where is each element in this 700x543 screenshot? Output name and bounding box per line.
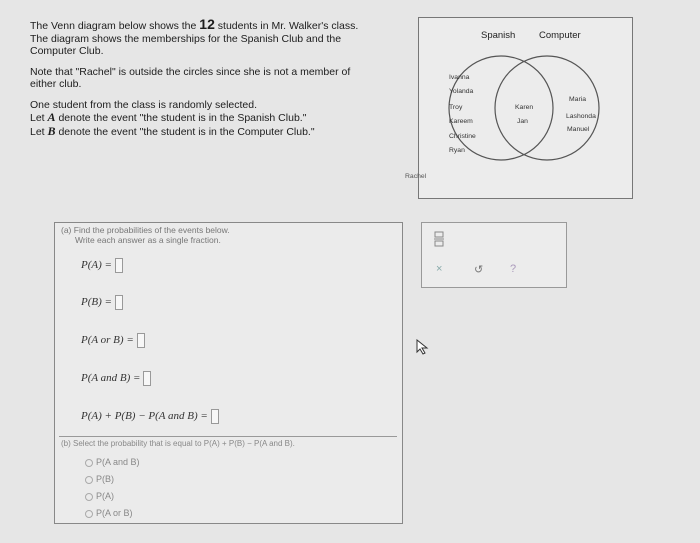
prob-a-and-b-row	[81, 371, 151, 386]
problem-intro	[30, 18, 370, 146]
venn-name: Christine	[449, 133, 476, 140]
venn-name: Yolanda	[449, 88, 474, 95]
venn-name: Troy	[449, 104, 463, 111]
help-button[interactable]: ?	[510, 263, 517, 275]
clear-button[interactable]: ×	[436, 263, 443, 275]
option-a-and-b[interactable]	[85, 457, 140, 467]
prob-a-and-b-answer-box[interactable]	[143, 371, 151, 386]
option-label: P(A or B)	[96, 508, 133, 518]
event-a-var: A	[47, 110, 56, 124]
intro-line1-post: students in Mr. Walker's class.	[217, 20, 359, 32]
prob-b-answer-box[interactable]	[115, 295, 123, 310]
math-toolbar	[421, 222, 567, 288]
spanish-circle	[449, 56, 553, 160]
prob-a-row	[81, 258, 123, 273]
venn-name: Jan	[517, 118, 528, 125]
prob-sum-row	[81, 409, 219, 424]
intro-line2: The diagram shows the memberships for the Spanish Club and the Computer Club.	[30, 32, 342, 57]
venn-name: Kareem	[449, 118, 473, 125]
venn-name: Maria	[569, 96, 586, 103]
part-a-line2: Write each answer as a single fraction.	[75, 235, 221, 245]
computer-label: Computer	[539, 30, 581, 41]
option-label: P(B)	[96, 474, 114, 484]
prob-a-or-b-label: P(A or B) =	[81, 334, 134, 347]
prob-a-label: P(A) =	[81, 259, 112, 272]
venn-name: Karen	[515, 104, 534, 111]
undo-button[interactable]: ↺	[474, 264, 484, 276]
spanish-label: Spanish	[481, 30, 516, 41]
fraction-icon[interactable]	[434, 231, 444, 247]
prob-b-label: P(B) =	[81, 296, 112, 309]
venn-name: Manuel	[567, 126, 590, 133]
prob-a-or-b-row	[81, 333, 145, 348]
radio-icon	[85, 459, 93, 467]
prob-sum-answer-box[interactable]	[211, 409, 219, 424]
student-count: 12	[199, 16, 215, 32]
venn-name: Lashonda	[566, 113, 596, 120]
radio-icon	[85, 476, 93, 484]
prob-a-or-b-answer-box[interactable]	[137, 333, 145, 348]
part-a-header	[61, 225, 230, 245]
let-b-post: denote the event "the student is in the Computer Club."	[58, 125, 315, 138]
prob-sum-label: P(A) + P(B) − P(A and B) =	[81, 410, 208, 423]
question-panel	[54, 222, 403, 524]
intro-note: Note that "Rachel" is outside the circles since she is not a member of either club.	[30, 65, 351, 90]
option-a-or-b[interactable]	[85, 508, 133, 518]
intro-selected: One student from the class is randomly selected.	[30, 98, 258, 111]
radio-icon	[85, 493, 93, 501]
venn-outside-name: Rachel	[405, 173, 427, 180]
mouse-cursor-icon	[416, 339, 430, 355]
let-b-pre: Let	[30, 125, 45, 138]
radio-icon	[85, 510, 93, 518]
venn-name: Ivanna	[449, 74, 470, 81]
let-a-post: denote the event "the student is in the Spanish Club."	[58, 112, 307, 124]
part-divider	[59, 436, 397, 437]
venn-name: Ryan	[449, 147, 465, 154]
event-b-var: B	[47, 123, 56, 138]
let-a-pre: Let	[30, 112, 45, 124]
prob-a-answer-box[interactable]	[115, 258, 123, 273]
prob-b-row	[81, 295, 123, 310]
part-b-prompt: (b) Select the probability that is equal to P(A) + P(B) − P(A and B).	[61, 439, 295, 448]
intro-line1-pre: The Venn diagram below shows the	[30, 20, 197, 32]
prob-a-and-b-label: P(A and B) =	[81, 372, 141, 385]
part-a-line1: (a) Find the probabilities of the events below.	[61, 225, 230, 235]
computer-circle	[495, 56, 599, 160]
venn-diagram	[418, 17, 633, 199]
option-b[interactable]	[85, 474, 114, 484]
option-a[interactable]	[85, 491, 114, 501]
option-label: P(A and B)	[96, 457, 140, 467]
option-label: P(A)	[96, 491, 114, 501]
